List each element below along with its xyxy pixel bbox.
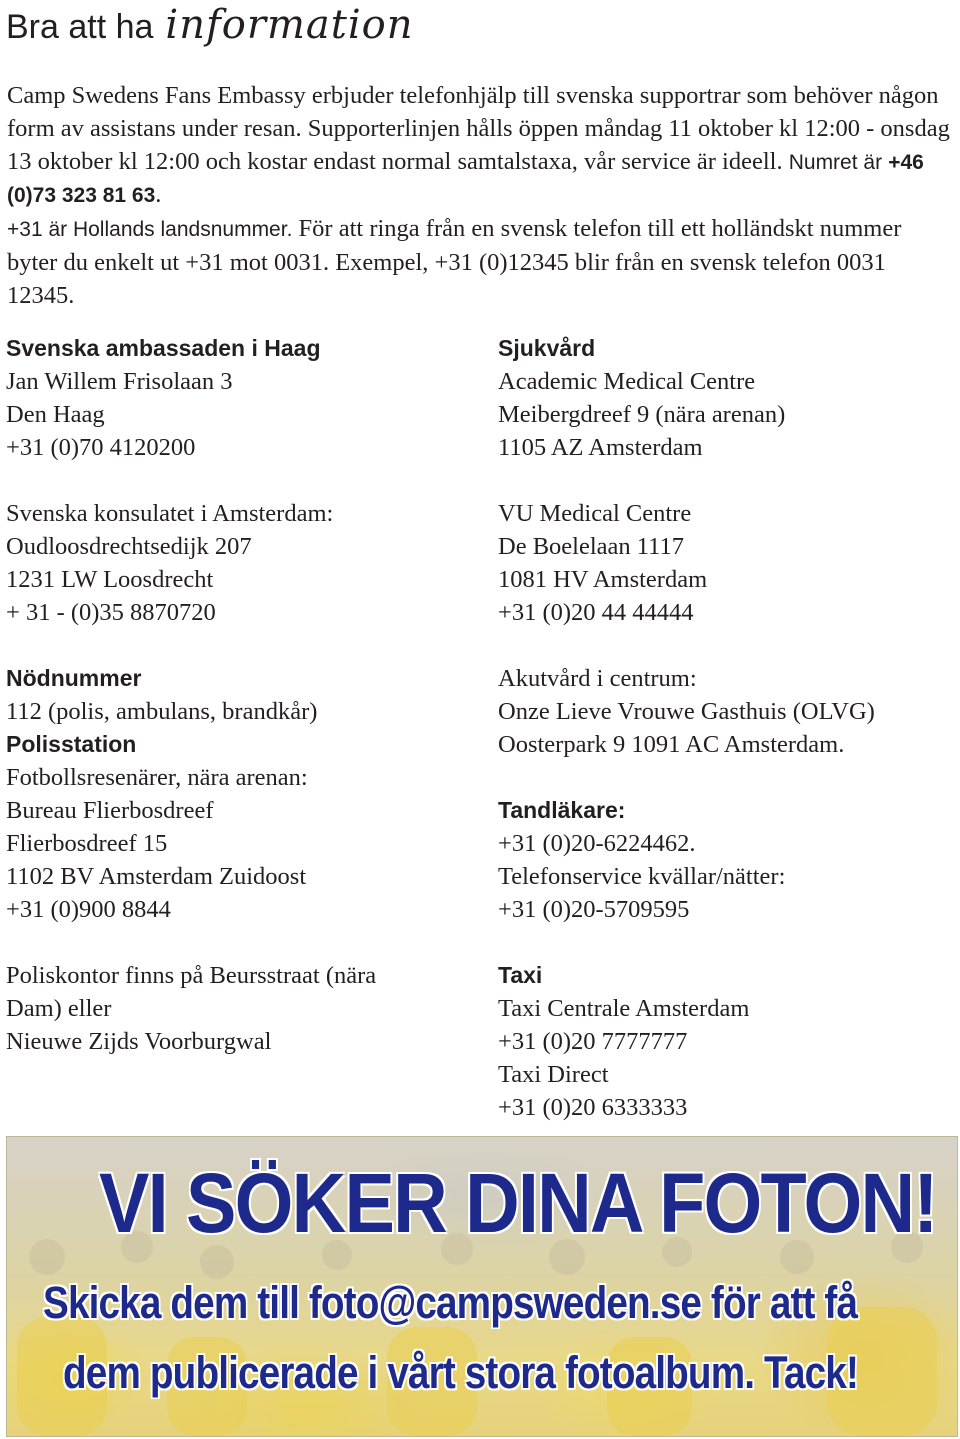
sjukvard-line-3: 1105 AZ Amsterdam [498, 434, 703, 461]
sjukvard-line-8: Akutvård i centrum: [498, 665, 697, 692]
intro-paragraph-2 [7, 213, 953, 312]
tandlakare-phone: +31 (0)20-6224462. [498, 830, 696, 857]
spacer [6, 926, 476, 959]
tandlakare-line-2: Telefonservice kvällar/nätter: [498, 863, 786, 890]
tandlakare-heading: Tandläkare: [498, 797, 626, 823]
polis-line-3: Flierbosdreef 15 [6, 830, 168, 857]
sjukvard-line-4: VU Medical Centre [498, 500, 692, 527]
intro-p2-text: För att ringa från en svensk telefon till ett holländskt nummer byter du enkelt ut +31 mot 0031. Exempel, +31 (0)12345 blir från en svensk telefon 0031 12345. [7, 215, 902, 309]
konsulat-line-2: Oudloosdrechtsedijk 207 [6, 533, 252, 560]
polis-heading: Polisstation [6, 731, 137, 757]
polis-line-8: Nieuwe Zijds Voorburgwal [6, 1028, 272, 1055]
polis-line-4: 1102 BV Amsterdam Zuidoost [6, 863, 307, 890]
ambassad-line-2: Den Haag [6, 401, 105, 428]
left-column [6, 332, 476, 1058]
intro-p2-sans: +31 är Hollands landsnummer. [7, 218, 293, 242]
sjukvard-phone: +31 (0)20 44 44444 [498, 599, 694, 626]
banner-line-1: Skicka dem till foto@campsweden.se för att få [43, 1277, 858, 1328]
title-main: Bra att ha [6, 8, 154, 46]
spacer [498, 629, 954, 662]
spacer [498, 761, 954, 794]
taxi-line-1: Taxi Centrale Amsterdam [498, 995, 750, 1022]
supporter-phone-number: +46 (0)73 323 81 63 [7, 150, 924, 208]
konsulat-line-1: Svenska konsulatet i Amsterdam: [6, 500, 334, 527]
taxi-phone-1: +31 (0)20 7777777 [498, 1028, 688, 1055]
sjukvard-line-6: 1081 HV Amsterdam [498, 566, 708, 593]
sjukvard-line-9: Onze Lieve Vrouwe Gasthuis (OLVG) [498, 698, 875, 725]
taxi-line-3: Taxi Direct [498, 1061, 609, 1088]
tandlakare-night-phone: +31 (0)20-5709595 [498, 896, 690, 923]
spacer [6, 629, 476, 662]
sjukvard-line-1: Academic Medical Centre [498, 368, 756, 395]
sjukvard-line-5: De Boelelaan 1117 [498, 533, 684, 560]
sjukvard-line-10: Oosterpark 9 1091 AC Amsterdam. [498, 731, 845, 758]
intro-p1-numret: Numret är [788, 150, 883, 174]
page-title [6, 2, 413, 52]
polis-line-1: Fotbollsresenärer, nära arenan: [6, 764, 308, 791]
intro-p1-text: Camp Swedens Fans Embassy erbjuder telefonhjälp till svenska supportrar som behöver någon form av assistans under resan. Supporterlinjen hålls öppen måndag 11 oktober kl 12:00 - onsdag 13 oktober kl 12:00 och kostar endast normal samtalstaxa, vår service är ideell. [7, 82, 950, 175]
polis-line-2: Bureau Flierbosdreef [6, 797, 214, 824]
intro-p1-dot: . [155, 181, 162, 209]
konsulat-line-3: 1231 LW Loosdrecht [6, 566, 214, 593]
taxi-heading: Taxi [498, 962, 543, 988]
sjukvard-heading: Sjukvård [498, 335, 596, 361]
konsulat-phone: + 31 - (0)35 8870720 [6, 599, 216, 626]
ambassad-heading: Svenska ambassaden i Haag [6, 335, 321, 361]
banner-headline: VI SÖKER DINA FOTON! [99, 1156, 937, 1250]
spacer [498, 464, 954, 497]
sjukvard-line-2: Meibergdreef 9 (nära arenan) [498, 401, 786, 428]
taxi-phone-2: +31 (0)20 6333333 [498, 1094, 688, 1121]
nodnummer-line-1: 112 (polis, ambulans, brandkår) [6, 698, 318, 725]
nodnummer-heading: Nödnummer [6, 665, 142, 691]
spacer [498, 926, 954, 959]
photo-banner [6, 1136, 958, 1437]
polis-line-7: Dam) eller [6, 995, 112, 1022]
polis-phone: +31 (0)900 8844 [6, 896, 171, 923]
right-column [498, 332, 954, 1124]
polis-line-6: Poliskontor finns på Beursstraat (nära [6, 962, 377, 989]
ambassad-phone: +31 (0)70 4120200 [6, 434, 196, 461]
banner-text [7, 1137, 957, 1436]
ambassad-line-1: Jan Willem Frisolaan 3 [6, 368, 233, 395]
banner-line-2: dem publicerade i vårt stora fotoalbum. Tack! [63, 1347, 858, 1398]
title-script: information [165, 2, 414, 48]
spacer [6, 464, 476, 497]
intro-paragraph-1 [7, 80, 953, 213]
intro-text [7, 80, 953, 313]
